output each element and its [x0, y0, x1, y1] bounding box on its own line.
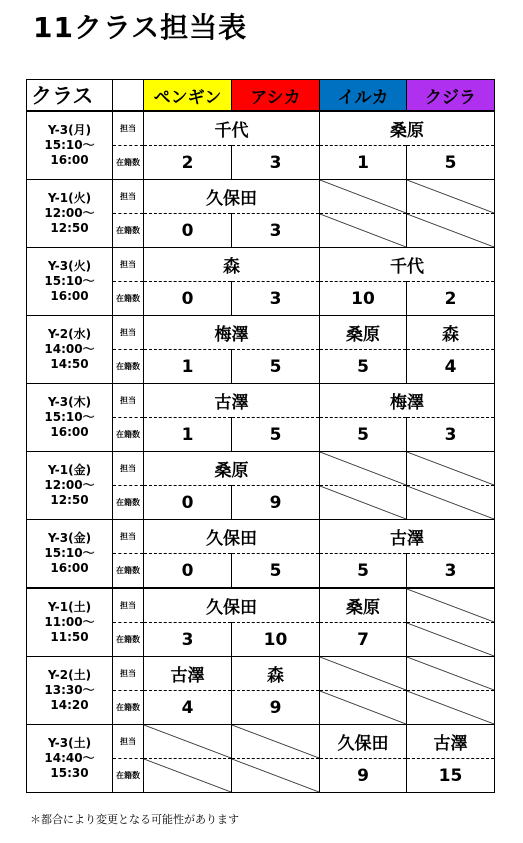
slot-end: 11:50: [50, 630, 89, 644]
count-label: 在籍数: [113, 691, 144, 725]
count-label: 在籍数: [113, 623, 144, 657]
slot-end: 12:50: [50, 493, 89, 507]
slot-start: 15:10〜: [44, 274, 95, 288]
slot-start: 12:00〜: [44, 478, 95, 492]
count-label: 在籍数: [113, 282, 144, 316]
slot-code: Y-3(火): [47, 259, 92, 273]
slot-time: [27, 588, 113, 657]
staff-label: 担当: [113, 520, 144, 554]
empty-cell: [232, 725, 320, 759]
group-header-penguin: ペンギン: [144, 80, 232, 112]
staff-penguin-sealion: 久保田: [144, 520, 320, 554]
class-column-header: クラス: [27, 80, 113, 112]
staff-dolphin: 桑原: [320, 316, 407, 350]
staff-penguin-sealion: 桑原: [144, 452, 320, 486]
slot-time: [27, 452, 113, 520]
staff-dolphin-whale: 千代: [320, 248, 495, 282]
empty-cell: [407, 180, 495, 214]
slot-time: [27, 520, 113, 589]
staff-penguin-sealion: 古澤: [144, 384, 320, 418]
staff-label: 担当: [113, 180, 144, 214]
count-cell: 3: [407, 554, 495, 589]
empty-cell: [407, 588, 495, 623]
slot-time: [27, 248, 113, 316]
slot-code: Y-2(水): [47, 327, 92, 341]
group-header-sealion: アシカ: [232, 80, 320, 112]
empty-cell: [407, 214, 495, 248]
slot-start: 15:10〜: [44, 138, 95, 152]
slot-time: [27, 384, 113, 452]
slot-code: Y-2(土): [47, 668, 92, 682]
slot-end: 14:20: [50, 698, 89, 712]
slot-end: 16:00: [50, 425, 89, 439]
slot-code: Y-3(金): [47, 531, 92, 545]
staff-penguin-sealion: 久保田: [144, 180, 320, 214]
count-sealion: 10: [232, 623, 320, 657]
staff-label: 担当: [113, 452, 144, 486]
count-cell: 5: [232, 418, 320, 452]
slot-time: [27, 180, 113, 248]
empty-cell: [320, 180, 407, 214]
count-label: 在籍数: [113, 146, 144, 180]
slot-start: 15:10〜: [44, 410, 95, 424]
slot-time: [27, 657, 113, 725]
slot-row: [27, 180, 495, 214]
count-sealion: 9: [232, 486, 320, 520]
slot-row: [27, 452, 495, 486]
page-title: 11クラス担当表: [33, 11, 248, 44]
empty-cell: [407, 691, 495, 725]
slot-end: 16:00: [50, 289, 89, 303]
empty-cell: [407, 486, 495, 520]
slot-code: Y-1(金): [47, 463, 92, 477]
slot-row: [27, 520, 495, 554]
slot-code: Y-3(土): [47, 736, 92, 750]
slot-code: Y-1(土): [47, 600, 92, 614]
slot-time: [27, 725, 113, 793]
empty-cell: [320, 691, 407, 725]
slot-end: 15:30: [50, 766, 89, 780]
slot-start: 11:00〜: [44, 615, 95, 629]
staff-penguin-sealion: 久保田: [144, 588, 320, 623]
staff-dolphin-whale: 古澤: [320, 520, 495, 554]
slot-row: [27, 316, 495, 350]
empty-cell: [407, 623, 495, 657]
count-cell: 2: [144, 146, 232, 180]
count-cell: 4: [407, 350, 495, 384]
slot-start: 14:00〜: [44, 342, 95, 356]
slot-row: [27, 588, 495, 623]
slot-start: 15:10〜: [44, 546, 95, 560]
footnote: ＊都合により変更となる可能性があります: [30, 813, 239, 826]
staff-dolphin: 桑原: [320, 588, 407, 623]
slot-row: [27, 657, 495, 691]
slot-code: Y-3(月): [47, 123, 92, 137]
slot-end: 16:00: [50, 561, 89, 575]
empty-cell: [320, 486, 407, 520]
count-label: 在籍数: [113, 759, 144, 793]
empty-cell: [320, 452, 407, 486]
count-cell: 5: [232, 554, 320, 589]
count-cell: 5: [320, 554, 407, 589]
count-cell: 1: [144, 418, 232, 452]
count-cell: 0: [144, 554, 232, 589]
slot-time: [27, 111, 113, 180]
class-schedule-table: [26, 79, 495, 793]
count-cell: 5: [232, 350, 320, 384]
staff-penguin-sealion: 森: [144, 248, 320, 282]
staff-penguin: 古澤: [144, 657, 232, 691]
empty-cell: [320, 657, 407, 691]
staff-whale: 森: [407, 316, 495, 350]
count-label: 在籍数: [113, 554, 144, 589]
group-header-whale: クジラ: [407, 80, 495, 112]
count-cell: 5: [320, 350, 407, 384]
staff-whale: 古澤: [407, 725, 495, 759]
count-label: 在籍数: [113, 418, 144, 452]
empty-cell: [407, 452, 495, 486]
count-penguin: 0: [144, 214, 232, 248]
slot-row: [27, 725, 495, 759]
slot-row: [27, 111, 495, 146]
staff-penguin-sealion: 千代: [144, 111, 320, 146]
count-penguin: 3: [144, 623, 232, 657]
staff-label: 担当: [113, 725, 144, 759]
count-label: 在籍数: [113, 214, 144, 248]
slot-row: [27, 248, 495, 282]
count-penguin: 4: [144, 691, 232, 725]
count-label: 在籍数: [113, 486, 144, 520]
staff-sealion: 森: [232, 657, 320, 691]
count-cell: 3: [232, 282, 320, 316]
slot-code: Y-3(木): [47, 395, 92, 409]
empty-cell: [232, 759, 320, 793]
staff-label: 担当: [113, 588, 144, 623]
label-column-header: [113, 80, 144, 112]
slot-time: [27, 316, 113, 384]
empty-cell: [407, 657, 495, 691]
slot-row: [27, 384, 495, 418]
slot-end: 12:50: [50, 221, 89, 235]
empty-cell: [320, 214, 407, 248]
count-cell: 3: [232, 146, 320, 180]
staff-dolphin: 久保田: [320, 725, 407, 759]
count-cell: 5: [320, 418, 407, 452]
staff-label: 担当: [113, 111, 144, 146]
count-cell: 3: [407, 418, 495, 452]
slot-start: 13:30〜: [44, 683, 95, 697]
count-penguin: 0: [144, 486, 232, 520]
count-cell: 5: [407, 146, 495, 180]
count-cell: 10: [320, 282, 407, 316]
count-label: 在籍数: [113, 350, 144, 384]
slot-code: Y-1(火): [47, 191, 92, 205]
staff-label: 担当: [113, 248, 144, 282]
count-whale: 15: [407, 759, 495, 793]
staff-label: 担当: [113, 657, 144, 691]
count-cell: 0: [144, 282, 232, 316]
empty-cell: [144, 725, 232, 759]
slot-end: 16:00: [50, 153, 89, 167]
group-header-dolphin: イルカ: [320, 80, 407, 112]
count-cell: 1: [320, 146, 407, 180]
count-cell: 1: [144, 350, 232, 384]
slot-start: 12:00〜: [44, 206, 95, 220]
staff-dolphin-whale: 梅澤: [320, 384, 495, 418]
count-sealion: 9: [232, 691, 320, 725]
slot-start: 14:40〜: [44, 751, 95, 765]
empty-cell: [144, 759, 232, 793]
count-dolphin: 9: [320, 759, 407, 793]
staff-dolphin-whale: 桑原: [320, 111, 495, 146]
staff-label: 担当: [113, 384, 144, 418]
count-dolphin: 7: [320, 623, 407, 657]
staff-label: 担当: [113, 316, 144, 350]
count-sealion: 3: [232, 214, 320, 248]
count-cell: 2: [407, 282, 495, 316]
slot-end: 14:50: [50, 357, 89, 371]
staff-penguin-sealion: 梅澤: [144, 316, 320, 350]
